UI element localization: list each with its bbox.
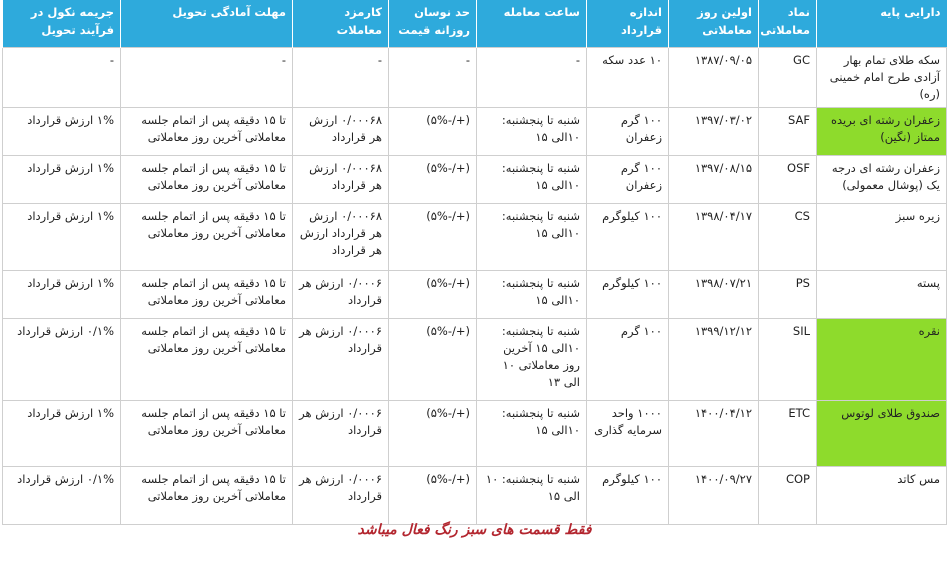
cell-penalty: ۱% ارزش قرارداد bbox=[3, 108, 121, 156]
cell-symbol: CS bbox=[759, 204, 817, 271]
cell-price-limit: (+/-۵%) bbox=[389, 319, 477, 401]
cell-trading-hours: شنبه تا پنجشنبه: ۱۰الی ۱۵ bbox=[477, 204, 587, 271]
table-header-row bbox=[3, 0, 947, 48]
cell-first-day: ۱۳۹۸/۰۷/۲۱ bbox=[669, 271, 759, 319]
cell-contract-size: ۱۰۰ گرم زعفران bbox=[587, 108, 669, 156]
cell-price-limit: (+/-۵%) bbox=[389, 204, 477, 271]
cell-symbol: GC bbox=[759, 48, 817, 108]
cell-delivery-deadline: تا ۱۵ دقیقه پس از اتمام جلسه معاملاتی آخرین روز معاملاتی bbox=[121, 271, 293, 319]
cell-price-limit: (+/-۵%) bbox=[389, 467, 477, 525]
table-row bbox=[3, 271, 947, 319]
cell-fee: ۰/۰۰۰۶ ارزش هر قرارداد bbox=[293, 467, 389, 525]
cell-symbol: SAF bbox=[759, 108, 817, 156]
cell-first-day: ۱۳۸۷/۰۹/۰۵ bbox=[669, 48, 759, 108]
cell-trading-hours: شنبه تا پنجشنبه: ۱۰الی ۱۵ bbox=[477, 108, 587, 156]
cell-delivery-deadline: - bbox=[121, 48, 293, 108]
cell-contract-size: ۱۰۰ گرم زعفران bbox=[587, 156, 669, 204]
footer-note: فقط قسمت های سبز رنگ فعال میباشد bbox=[357, 522, 592, 538]
cell-contract-size: ۱۰۰ کیلوگرم bbox=[587, 204, 669, 271]
cell-price-limit: - bbox=[389, 48, 477, 108]
cell-base: زعفران رشته ای بریده ممتاز (نگین) bbox=[817, 108, 947, 156]
cell-symbol: COP bbox=[759, 467, 817, 525]
header-fee: کارمزد معاملات bbox=[293, 0, 389, 48]
cell-penalty: - bbox=[3, 48, 121, 108]
cell-first-day: ۱۳۹۹/۱۲/۱۲ bbox=[669, 319, 759, 401]
cell-penalty: ۱% ارزش قرارداد bbox=[3, 204, 121, 271]
cell-delivery-deadline: تا ۱۵ دقیقه پس از اتمام جلسه معاملاتی آخرین روز معاملاتی bbox=[121, 108, 293, 156]
cell-delivery-deadline: تا ۱۵ دقیقه پس از اتمام جلسه معاملاتی آخرین روز معاملاتی bbox=[121, 156, 293, 204]
cell-delivery-deadline: تا ۱۵ دقیقه پس از اتمام جلسه معاملاتی آخرین روز معاملاتی bbox=[121, 204, 293, 271]
table-body bbox=[3, 48, 947, 525]
cell-base: زعفران رشته ای درجه یک (پوشال معمولی) bbox=[817, 156, 947, 204]
cell-contract-size: ۱۰ عدد سکه bbox=[587, 48, 669, 108]
cell-penalty: ۱% ارزش قرارداد bbox=[3, 156, 121, 204]
header-first-day: اولین روز معاملاتی bbox=[669, 0, 759, 48]
table-row bbox=[3, 467, 947, 525]
cell-trading-hours: - bbox=[477, 48, 587, 108]
header-contract-size: اندازه قرارداد bbox=[587, 0, 669, 48]
cell-base: پسته bbox=[817, 271, 947, 319]
cell-penalty: ۱% ارزش قرارداد bbox=[3, 401, 121, 467]
header-symbol: نماد معاملاتی bbox=[759, 0, 817, 48]
header-base: دارایی پایه bbox=[817, 0, 947, 48]
cell-base: مس کاتد bbox=[817, 467, 947, 525]
table-row bbox=[3, 108, 947, 156]
cell-trading-hours: شنبه تا پنجشنبه: ۱۰الی ۱۵ bbox=[477, 401, 587, 467]
cell-symbol: PS bbox=[759, 271, 817, 319]
cell-trading-hours: شنبه تا پنجشنبه: ۱۰الی ۱۵ bbox=[477, 271, 587, 319]
cell-first-day: ۱۴۰۰/۰۴/۱۲ bbox=[669, 401, 759, 467]
table-row bbox=[3, 156, 947, 204]
cell-symbol: SIL bbox=[759, 319, 817, 401]
cell-fee: ۰/۰۰۰۶۸ ارزش هر قرارداد bbox=[293, 108, 389, 156]
cell-symbol: OSF bbox=[759, 156, 817, 204]
cell-price-limit: (+/-۵%) bbox=[389, 108, 477, 156]
cell-price-limit: (+/-۵%) bbox=[389, 401, 477, 467]
header-trading-hours: ساعت معامله bbox=[477, 0, 587, 48]
cell-penalty: ۱% ارزش قرارداد bbox=[3, 271, 121, 319]
cell-fee: - bbox=[293, 48, 389, 108]
table-row bbox=[3, 48, 947, 108]
cell-contract-size: ۱۰۰ کیلوگرم bbox=[587, 467, 669, 525]
cell-base: زیره سبز bbox=[817, 204, 947, 271]
cell-first-day: ۱۳۹۷/۰۳/۰۲ bbox=[669, 108, 759, 156]
table-row bbox=[3, 204, 947, 271]
cell-symbol: ETC bbox=[759, 401, 817, 467]
cell-first-day: ۱۳۹۸/۰۴/۱۷ bbox=[669, 204, 759, 271]
cell-fee: ۰/۰۰۰۶۸ ارزش هر قرارداد bbox=[293, 156, 389, 204]
contracts-table bbox=[2, 0, 947, 525]
cell-fee: ۰/۰۰۰۶ ارزش هر قرارداد bbox=[293, 271, 389, 319]
cell-fee: ۰/۰۰۰۶ ارزش هر قرارداد bbox=[293, 319, 389, 401]
cell-penalty: ۰/۱% ارزش قرارداد bbox=[3, 467, 121, 525]
cell-delivery-deadline: تا ۱۵ دقیقه پس از اتمام جلسه معاملاتی آخرین روز معاملاتی bbox=[121, 401, 293, 467]
cell-fee: ۰/۰۰۰۶ ارزش هر قرارداد bbox=[293, 401, 389, 467]
table-row bbox=[3, 319, 947, 401]
cell-delivery-deadline: تا ۱۵ دقیقه پس از اتمام جلسه معاملاتی آخرین روز معاملاتی bbox=[121, 467, 293, 525]
cell-base: نقره bbox=[817, 319, 947, 401]
cell-contract-size: ۱۰۰ کیلوگرم bbox=[587, 271, 669, 319]
cell-first-day: ۱۳۹۷/۰۸/۱۵ bbox=[669, 156, 759, 204]
table-row bbox=[3, 401, 947, 467]
cell-fee: ۰/۰۰۰۶۸ ارزش هر قرارداد ارزش هر قرارداد bbox=[293, 204, 389, 271]
cell-penalty: ۰/۱% ارزش قرارداد bbox=[3, 319, 121, 401]
cell-first-day: ۱۴۰۰/۰۹/۲۷ bbox=[669, 467, 759, 525]
cell-trading-hours: شنبه تا پنجشنبه: ۱۰الی ۱۵ bbox=[477, 156, 587, 204]
cell-trading-hours: شنبه تا پنجشنبه: ۱۰الی ۱۵ آخرین روز معاملاتی ۱۰ الی ۱۳ bbox=[477, 319, 587, 401]
cell-price-limit: (+/-۵%) bbox=[389, 156, 477, 204]
header-penalty: جریمه نکول در فرآیند تحویل bbox=[3, 0, 121, 48]
cell-base: سکه طلای تمام بهار آزادی طرح امام خمینی (ره) bbox=[817, 48, 947, 108]
cell-price-limit: (+/-۵%) bbox=[389, 271, 477, 319]
cell-delivery-deadline: تا ۱۵ دقیقه پس از اتمام جلسه معاملاتی آخرین روز معاملاتی bbox=[121, 319, 293, 401]
cell-trading-hours: شنبه تا پنجشنبه: ۱۰ الی ۱۵ bbox=[477, 467, 587, 525]
cell-contract-size: ۱۰۰ گرم bbox=[587, 319, 669, 401]
cell-contract-size: ۱۰۰۰ واحد سرمایه گذاری bbox=[587, 401, 669, 467]
header-price-limit: حد نوسان روزانه قیمت bbox=[389, 0, 477, 48]
header-delivery-deadline: مهلت آمادگی تحویل bbox=[121, 0, 293, 48]
cell-base: صندوق طلای لوتوس bbox=[817, 401, 947, 467]
